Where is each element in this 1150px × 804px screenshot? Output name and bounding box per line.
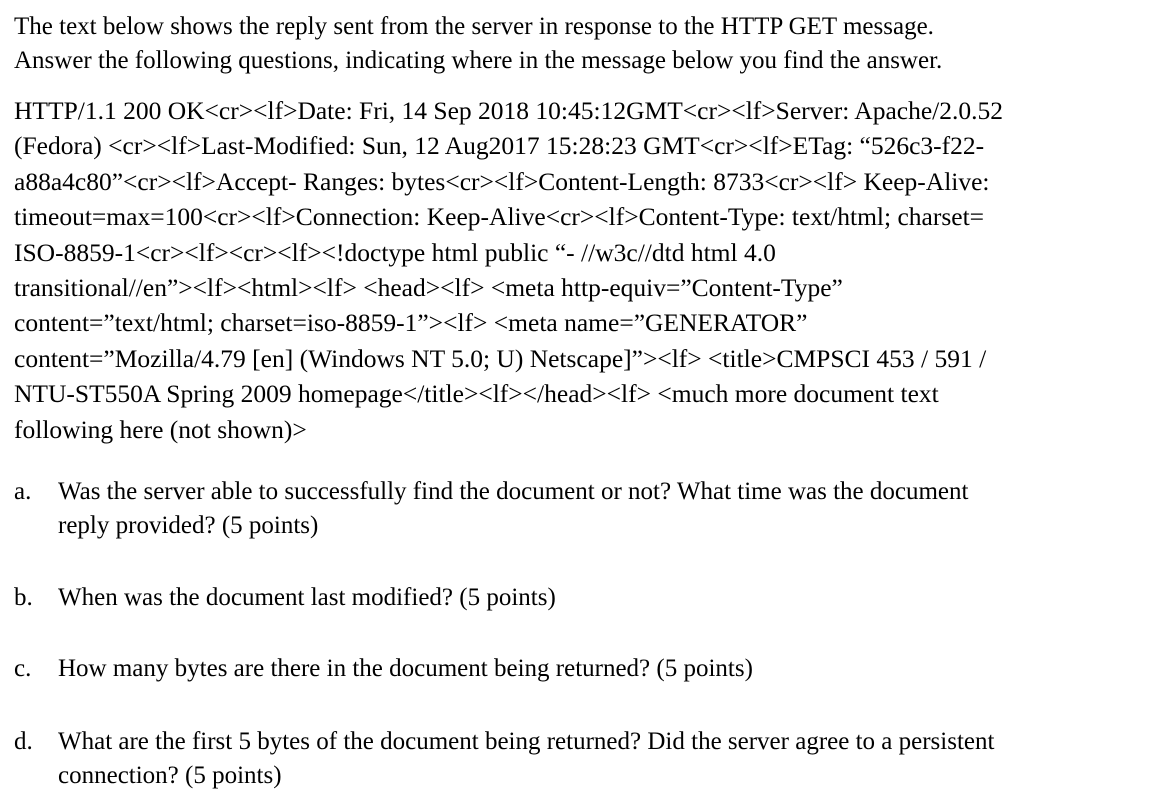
question-b xyxy=(14,581,1138,615)
question-letter: a. xyxy=(14,478,32,505)
instructions-line-2: Answer the following questions, indicating where in the message below you find the answer. xyxy=(14,47,943,74)
question-line: connection? (5 points) xyxy=(58,762,282,789)
question-line: Was the server able to successfully find the document or not? What time was the document xyxy=(58,478,969,505)
question-text xyxy=(58,725,1138,793)
document-page xyxy=(14,10,1138,789)
question-a xyxy=(14,475,1138,543)
instructions xyxy=(14,10,1138,78)
question-text xyxy=(58,581,1138,615)
question-c xyxy=(14,652,1138,686)
question-line: When was the document last modified? (5 points) xyxy=(58,584,556,611)
http-message-line: (Fedora) <cr><lf>Last-Modified: Sun, 12 Aug2017 15:28:23 GMT<cr><lf>ETag: “526c3-f22- xyxy=(14,131,985,161)
question-letter: b. xyxy=(14,584,33,611)
question-line: reply provided? (5 points) xyxy=(58,512,319,539)
http-message-line: HTTP/1.1 200 OK<cr><lf>Date: Fri, 14 Sep 2018 10:45:12GMT<cr><lf>Server: Apache/2.0.52 xyxy=(14,96,1003,125)
question-letter: c. xyxy=(14,655,32,682)
http-message-line: a88a4c80”<cr><lf>Accept- Ranges: bytes<cr><lf>Content-Length: 8733<cr><lf> Keep-Alive: xyxy=(14,166,990,196)
http-message-line: transitional//en”><lf><html><lf> <head><lf> <meta http-equiv=”Content-Type” xyxy=(14,273,843,303)
instructions-line-1: The text below shows the reply sent from the server in response to the HTTP GET message. xyxy=(14,13,934,40)
question-text xyxy=(58,652,1138,686)
http-message-line: following here (not shown)> xyxy=(14,414,307,444)
http-message-line: timeout=max=100<cr><lf>Connection: Keep-Alive<cr><lf>Content-Type: text/html; charset= xyxy=(14,202,985,232)
question-text xyxy=(58,475,1138,543)
http-message-line: NTU-ST550A Spring 2009 homepage</title><lf></head><lf> <much more document text xyxy=(14,379,939,409)
http-message-line: content=”text/html; charset=iso-8859-1”><lf> <meta name=”GENERATOR” xyxy=(14,308,808,338)
question-line: How many bytes are there in the document being returned? (5 points) xyxy=(58,655,753,682)
question-letter: d. xyxy=(14,728,33,755)
http-message-line: ISO-8859-1<cr><lf><cr><lf><!doctype html public “- //w3c//dtd html 4.0 xyxy=(14,237,776,267)
http-response-message xyxy=(14,93,1138,447)
question-line: What are the first 5 bytes of the document being returned? Did the server agree to a persistent xyxy=(58,728,995,755)
http-message-line: content=”Mozilla/4.79 [en] (Windows NT 5.0; U) Netscape]”><lf> <title>CMPSCI 453 / 591 / xyxy=(14,343,987,373)
question-d xyxy=(14,725,1138,793)
